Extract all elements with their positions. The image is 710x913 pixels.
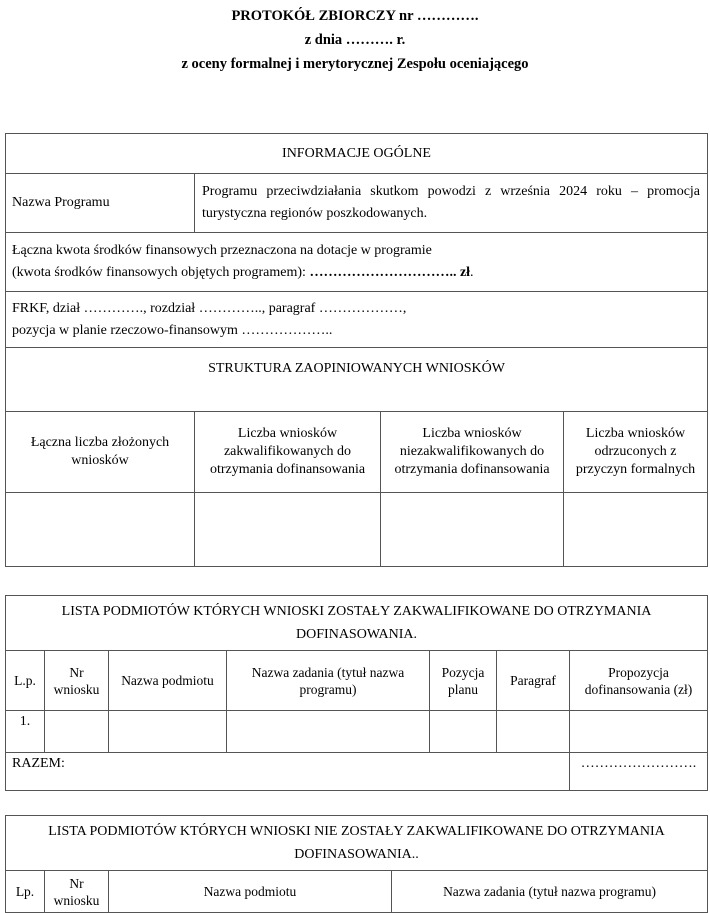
col-task-name: Nazwa zadania (tytuł nazwa programu) bbox=[227, 651, 430, 711]
frkf-cell bbox=[6, 292, 708, 348]
structure-header-total: Łączna liczba złożonych wniosków bbox=[6, 412, 195, 493]
structure-value-not-qualified bbox=[381, 493, 564, 567]
table-cell bbox=[497, 711, 570, 753]
col-application-number: Nr wniosku bbox=[45, 651, 109, 711]
not-qualified-list-table bbox=[5, 815, 708, 913]
total-label: RAZEM: bbox=[6, 753, 570, 791]
structure-heading: STRUKTURA ZAOPINIOWANYCH WNIOSKÓW bbox=[6, 348, 708, 412]
protocol-date: z dnia ………. r. bbox=[304, 32, 406, 48]
col-proposed-funding: Propozycja dofinansowania (zł) bbox=[570, 651, 708, 711]
protocol-title: PROTOKÓŁ ZBIORCZY nr …………. bbox=[231, 8, 479, 24]
not-qualified-list-title: LISTA PODMIOTÓW KTÓRYCH WNIOSKI NIE ZOSTAŁY ZAKWALIFIKOWANE DO OTRZYMANIA DOFINASOWANIA.. bbox=[6, 816, 708, 871]
program-name-label: Nazwa Programu bbox=[6, 174, 195, 233]
structure-value-rejected bbox=[564, 493, 708, 567]
total-amount-value: ………………………….. zł bbox=[309, 265, 471, 280]
qualified-list-table bbox=[5, 595, 708, 791]
col-application-number: Nr wniosku bbox=[45, 871, 109, 913]
structure-header-rejected: Liczba wniosków odrzuconych z przyczyn formalnych bbox=[564, 412, 708, 493]
frkf-line2: pozycja w planie rzeczowo-finansowym ……………….. bbox=[12, 322, 333, 338]
structure-value-qualified bbox=[195, 493, 381, 567]
general-info-heading: INFORMACJE OGÓLNE bbox=[6, 134, 708, 174]
table-row-lp: 1. bbox=[6, 711, 45, 753]
table-cell bbox=[109, 711, 227, 753]
protocol-subtitle: z oceny formalnej i merytorycznej Zespołu oceniającego bbox=[181, 56, 529, 72]
table-cell bbox=[570, 711, 708, 753]
col-lp: Lp. bbox=[6, 871, 45, 913]
col-task-name: Nazwa zadania (tytuł nazwa programu) bbox=[392, 871, 708, 913]
col-entity-name: Nazwa podmiotu bbox=[109, 651, 227, 711]
col-entity-name: Nazwa podmiotu bbox=[109, 871, 392, 913]
table-cell bbox=[430, 711, 497, 753]
total-amount-label: (kwota środków finansowych objętych programem): bbox=[12, 265, 310, 280]
col-lp: L.p. bbox=[6, 651, 45, 711]
frkf-line1: FRKF, dział …………., rozdział ………….., paragraf ………………, bbox=[12, 300, 407, 316]
table-cell bbox=[227, 711, 430, 753]
col-plan-position: Pozycja planu bbox=[430, 651, 497, 711]
col-paragraph: Paragraf bbox=[497, 651, 570, 711]
total-amount-line2 bbox=[12, 262, 701, 284]
total-value: ……………………. bbox=[570, 753, 708, 791]
table-cell bbox=[45, 711, 109, 753]
structure-value-total bbox=[6, 493, 195, 567]
general-info-table bbox=[5, 133, 708, 567]
total-amount-suffix: . bbox=[470, 265, 474, 280]
total-amount-line1: Łączna kwota środków finansowych przeznaczona na dotacje w programie bbox=[12, 243, 432, 258]
structure-header-qualified: Liczba wniosków zakwalifikowanych do otrzymania dofinansowania bbox=[195, 412, 381, 493]
qualified-list-title: LISTA PODMIOTÓW KTÓRYCH WNIOSKI ZOSTAŁY ZAKWALIFIKOWANE DO OTRZYMANIA DOFINASOWANIA. bbox=[6, 596, 708, 651]
total-amount-cell bbox=[6, 233, 708, 292]
structure-header-not-qualified: Liczba wniosków niezakwalifikowanych do otrzymania dofinansowania bbox=[381, 412, 564, 493]
program-name-value: Programu przeciwdziałania skutkom powodzi z września 2024 roku – promocja turystyczna regionów poszkodowanych. bbox=[195, 174, 708, 233]
